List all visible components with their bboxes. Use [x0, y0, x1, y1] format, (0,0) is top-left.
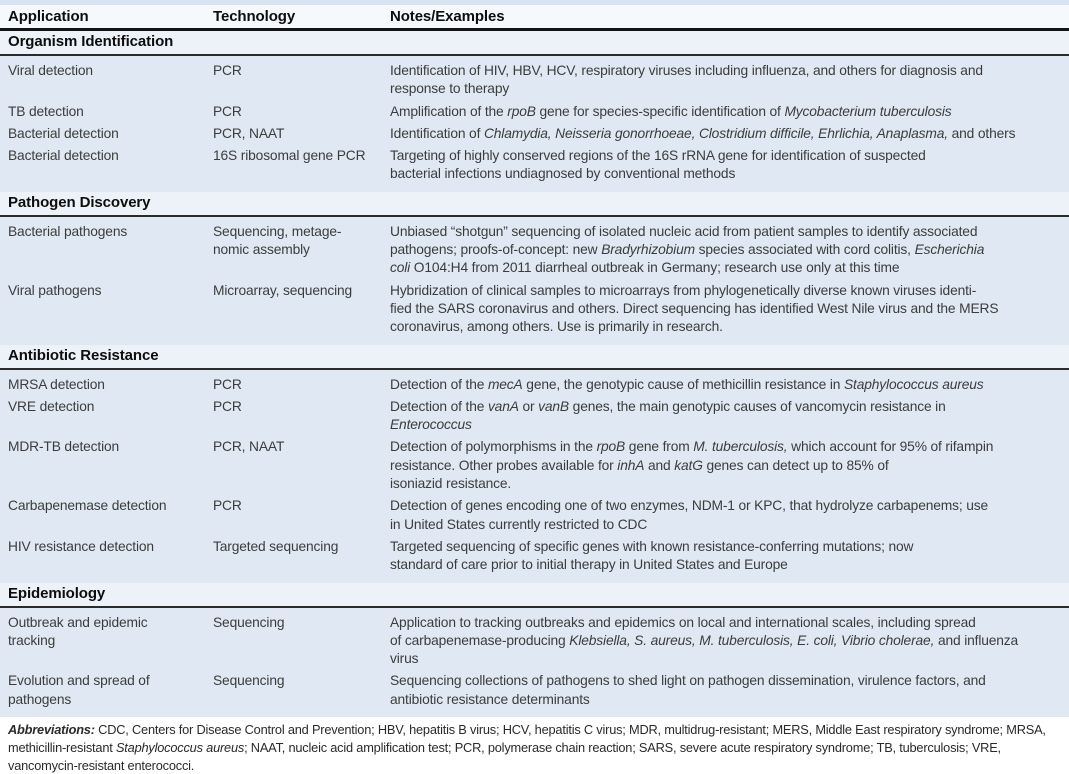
table-body [0, 31, 1069, 717]
italic-term: rpoB [507, 103, 536, 119]
table-row [0, 668, 1069, 709]
italic-term: Escherichia [914, 242, 985, 258]
italic-term: mecA [487, 376, 523, 392]
column-header-technology: Technology [213, 8, 296, 25]
table-row [0, 121, 1069, 143]
section-header-epidemiology [0, 583, 1069, 608]
cell-application: Bacterial pathogens [8, 223, 128, 239]
cell-technology: Sequencing [213, 673, 285, 689]
cell-notes: Targeting of highly conserved regions of the 16S rRNA gene for identification of suspected bacterial infections undiagnosed by conventional methods [390, 148, 926, 182]
section-title: Epidemiology [8, 584, 106, 602]
cell-technology: Sequencing [213, 614, 285, 630]
footnote-text: Abbreviations: CDC, Centers for Disease Control and Prevention; HBV, hepatitis B virus; HCV, hepatitis C virus; MDR, multidrug-resistant; MERS, Middle East respiratory syndrome; MRSA, methicillin-resistant Staphylococcus aureus; NAAT, nucleic acid amplification test; PCR, polymerase chain reaction; SARS, severe acute respiratory syndrome; TB, tuberculosis; VRE, vancomycin-resistant enterococci. [8, 722, 1046, 773]
italic-term: Chlamydia, Neisseria gonorrhoeae, Clostridium difficile, Ehrlichia, Anaplasma, [483, 125, 948, 141]
italic-term: vanA [487, 398, 519, 414]
table-row [0, 372, 1069, 394]
cell-notes: Unbiased “shotgun” sequencing of isolated nucleic acid from patient samples to identify associated pathogens; proofs-of-concept: new Bradyrhizobium species associated with cord colitis, Escherichia coli O104:H4 from 2011 diarrheal outbreak in Germany; research use only at this time [390, 223, 985, 276]
italic-term: katG [674, 457, 703, 473]
table-row [0, 219, 1069, 278]
section-rows [0, 370, 1069, 583]
cell-technology: PCR [213, 376, 242, 392]
table-row [0, 610, 1069, 669]
table-row [0, 534, 1069, 575]
section-header-pathogen-discovery [0, 192, 1069, 217]
italic-term: Abbreviations: [8, 722, 95, 738]
italic-term: inhA [617, 457, 645, 473]
italic-term: Bradyrhizobium [601, 242, 695, 258]
cell-technology: PCR [213, 103, 242, 119]
table-row [0, 493, 1069, 534]
section-rows [0, 56, 1069, 192]
cell-application: HIV resistance detection [8, 538, 154, 554]
section-rows [0, 608, 1069, 717]
cell-notes: Detection of polymorphisms in the rpoB gene from M. tuberculosis, which account for 95% of rifampin resistance. Other probes available for inhA and katG genes can detect up to 85% of isoniazid resistance. [390, 439, 994, 492]
column-header-application: Application [8, 8, 89, 25]
section-title: Antibiotic Resistance [8, 346, 159, 364]
italic-term: rpoB [596, 439, 626, 455]
column-header-notes-examples: Notes/Examples [390, 8, 505, 25]
table-row [0, 143, 1069, 184]
cell-application: Bacterial detection [8, 125, 119, 141]
section-title: Pathogen Discovery [8, 193, 151, 211]
cell-technology: Sequencing, metage- nomic assembly [213, 223, 342, 258]
cell-technology: PCR, NAAT [213, 125, 285, 141]
cell-application: TB detection [8, 103, 84, 119]
italic-term: coli [390, 260, 411, 276]
section-header-antibiotic-resistance [0, 345, 1069, 370]
cell-application: MRSA detection [8, 376, 105, 392]
section-rows [0, 217, 1069, 345]
cell-notes: Targeted sequencing of specific genes with known resistance-conferring mutations; now standard of care prior to initial therapy in United States and Europe [390, 538, 914, 573]
cell-technology: 16S ribosomal gene PCR [213, 148, 366, 164]
cell-notes: Detection of the mecA gene, the genotypic cause of methicillin resistance in Staphylococcus aureus [390, 376, 984, 392]
cell-technology: PCR [213, 398, 242, 414]
cell-technology: PCR [213, 63, 242, 78]
italic-term: Staphylococcus aureus [115, 739, 245, 755]
italic-term: vanB [538, 398, 569, 414]
cell-application: Evolution and spread of pathogens [8, 673, 150, 707]
section-title: Organism Identification [8, 33, 174, 50]
cell-notes: Identification of Chlamydia, Neisseria gonorrhoeae, Clostridium difficile, Ehrlichia, Anaplasma, and others [390, 125, 1016, 141]
cell-application: MDR-TB detection [8, 439, 120, 455]
table-row [0, 434, 1069, 493]
abbreviations-footnote [0, 717, 1069, 774]
cell-notes: Sequencing collections of pathogens to shed light on pathogen dissemination, virulence factors, and antibiotic resistance determinants [390, 673, 986, 707]
table-header-row [0, 5, 1069, 31]
cell-technology: PCR, NAAT [213, 439, 285, 455]
table-row [0, 58, 1069, 99]
cell-application: VRE detection [8, 398, 95, 414]
cell-application: Bacterial detection [8, 148, 119, 164]
cell-notes: Identification of HIV, HBV, HCV, respiratory viruses including influenza, and others for diagnosis and response to therapy [390, 63, 983, 97]
cell-notes: Application to tracking outbreaks and epidemics on local and international scales, including spread of carbapenemase-producing Klebsiella, S. aureus, M. tuberculosis, E. coli, Vibrio cholerae, and influenza virus [390, 614, 1019, 667]
cell-notes: Detection of the vanA or vanB genes, the main genotypic causes of vancomycin resistance in Enterococcus [390, 398, 946, 433]
table-row [0, 278, 1069, 337]
cell-application: Carbapenemase detection [8, 498, 167, 514]
cell-application: Viral pathogens [8, 282, 102, 298]
cell-technology: Microarray, sequencing [213, 282, 353, 298]
italic-term: Staphylococcus aureus [844, 376, 984, 392]
cell-application: Viral detection [8, 63, 93, 78]
cell-notes: Detection of genes encoding one of two enzymes, NDM-1 or KPC, that hydrolyze carbapenems; use in United States currently restricted to CDC [390, 498, 989, 532]
cell-notes: Amplification of the rpoB gene for species-specific identification of Mycobacterium tuberculosis [390, 103, 952, 119]
cell-notes: Hybridization of clinical samples to microarrays from phylogenetically diverse known viruses identi- fied the SARS coronavirus and others. Direct sequencing has identified West Nile virus and the MERS coronavirus, among others. Use is primarily in research. [390, 282, 999, 335]
italic-term: M. tuberculosis, [693, 439, 788, 455]
cell-technology: Targeted sequencing [213, 538, 339, 554]
cell-application: Outbreak and epidemic tracking [8, 614, 148, 648]
table-row [0, 99, 1069, 121]
italic-term: Klebsiella, S. aureus, M. tuberculosis, E. coli, Vibrio cholerae, [569, 632, 935, 648]
cell-technology: PCR [213, 498, 242, 514]
section-header-organism-identification [0, 31, 1069, 56]
table-row [0, 394, 1069, 435]
italic-term: Enterococcus [390, 417, 472, 433]
italic-term: Mycobacterium tuberculosis [784, 103, 952, 119]
